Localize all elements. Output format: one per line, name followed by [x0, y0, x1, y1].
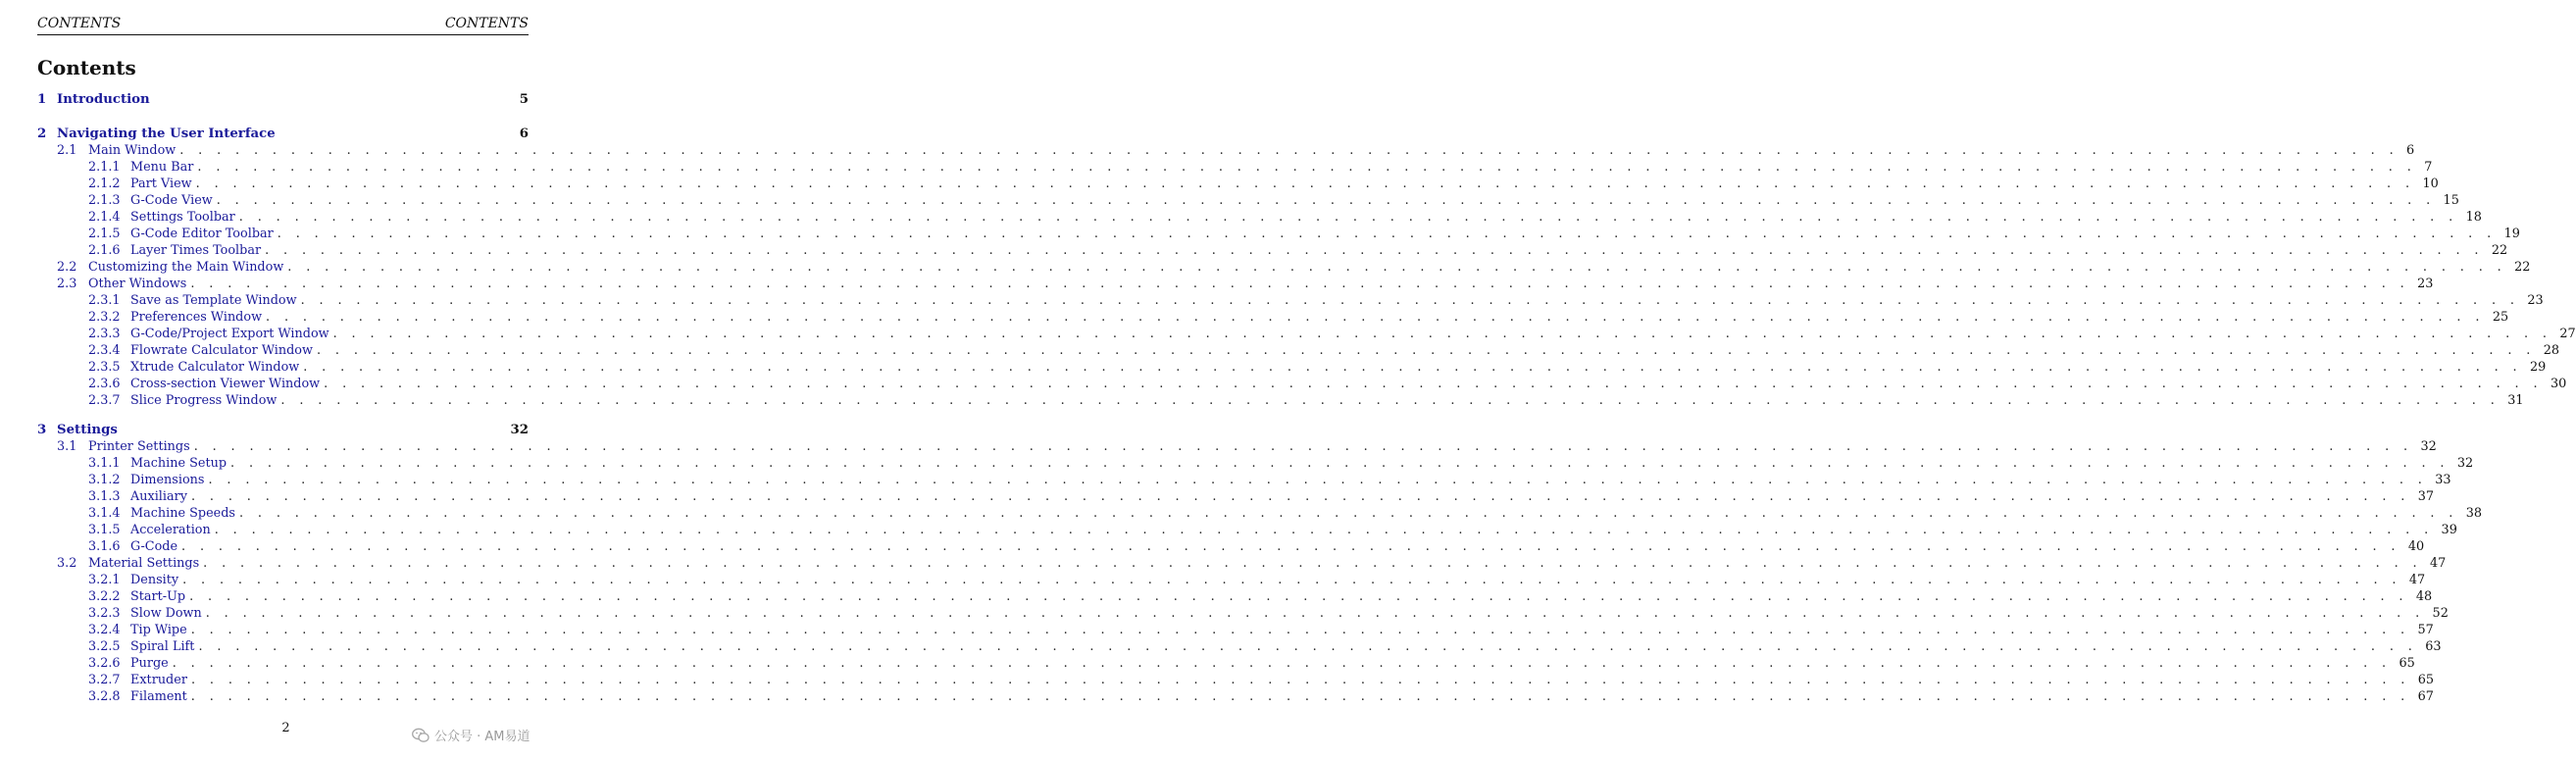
toc-entry-number: 2.3.3	[88, 327, 121, 341]
toc-subsubsection-entry[interactable]	[37, 505, 2483, 522]
toc-entry-page: 37	[2417, 489, 2435, 504]
toc-entry-title: Extruder	[130, 673, 187, 687]
toc-dot-leader: . . . . . . . . . . . . . . . . . . . . . . . . . . . . . . . . . . . . . . . . . . . . . . . . . . . . . . . . . . . . . . . . . . . . . . . . . . . . . . . . . . . . . . . . . . . . . . . . . . . . . . . . . . . . . . . . . . . . . . . .	[277, 227, 2497, 241]
toc-subsubsection-entry[interactable]	[37, 572, 2426, 588]
toc-subsubsection-entry[interactable]	[37, 605, 2449, 622]
toc-subsubsection-entry[interactable]	[37, 359, 2547, 376]
toc-entry-title: Settings	[57, 423, 118, 437]
toc-entry-page: 25	[2492, 310, 2509, 325]
toc-entry-page: 23	[2417, 277, 2434, 291]
toc-entry-page: 15	[2443, 193, 2459, 208]
toc-entry-page: 39	[2441, 523, 2457, 537]
toc-subsubsection-entry[interactable]	[37, 538, 2425, 555]
toc-entry-page: 10	[2422, 177, 2439, 191]
toc-entry-page: 6	[519, 126, 529, 141]
toc-entry-title: Introduction	[57, 92, 150, 107]
toc-entry-title: G-Code View	[130, 193, 213, 208]
toc-entry-page: 5	[519, 92, 529, 107]
toc-entry-number: 3	[37, 423, 47, 437]
toc-entry-number: 2.1.6	[88, 243, 121, 258]
page-number: 2	[281, 721, 290, 735]
toc-entry-page: 29	[2530, 360, 2547, 375]
toc-subsubsection-entry[interactable]	[37, 588, 2433, 605]
toc-entry-page: 38	[2465, 506, 2483, 521]
toc-dot-leader: . . . . . . . . . . . . . . . . . . . . . . . . . . . . . . . . . . . . . . . . . . . . . . . . . . . . . . . . . . . . . . . . . . . . . . . . . . . . . . . . . . . . . . . . . . . . . . . . . . . . . . . . . . . . . . . . . . . . . . . .	[303, 360, 2523, 375]
toc-entry-title: Save as Template Window	[130, 293, 297, 308]
toc-entry-number: 3.2.7	[88, 673, 121, 687]
toc-entry-number: 2.2	[57, 260, 77, 275]
toc-subsubsection-entry[interactable]	[37, 472, 2451, 488]
toc-entry-number: 3.2	[57, 556, 77, 571]
toc-entry-number: 2.3.1	[88, 293, 121, 308]
toc-dot-leader: . . . . . . . . . . . . . . . . . . . . . . . . . . . . . . . . . . . . . . . . . . . . . . . . . . . . . . . . . . . . . . . . . . . . . . . . . . . . . . . . . . . . . . . . . . . . . . . . . . . . . . . . . . . . . . . . . . . . . . . .	[265, 243, 2484, 258]
toc-subsubsection-entry[interactable]	[37, 192, 2459, 209]
toc-dot-leader: . . . . . . . . . . . . . . . . . . . . . . . . . . . . . . . . . . . . . . . . . . . . . . . . . . . . . . . . . . . . . . . . . . . . . . . . . . . . . . . . . . . . . . . . . . . . . . . . . . . . . . . . . . . . . . . . . . . . . . . .	[230, 456, 2450, 471]
watermark-text: 公众号 · AM易道	[434, 730, 530, 744]
toc-subsection-entry[interactable]	[37, 555, 2447, 572]
toc-subsubsection-entry[interactable]	[37, 376, 2567, 392]
toc-entry-number: 1	[37, 92, 47, 107]
toc-entry-number: 3.2.2	[88, 589, 121, 604]
toc-subsubsection-entry[interactable]	[37, 455, 2474, 472]
toc-entry-title: Part View	[130, 177, 192, 191]
toc-entry-title: Layer Times Toolbar	[130, 243, 262, 258]
toc-entry-number: 3.2.6	[88, 656, 121, 671]
toc-entry-page: 47	[2408, 573, 2426, 587]
toc-dot-leader: . . . . . . . . . . . . . . . . . . . . . . . . . . . . . . . . . . . . . . . . . . . . . . . . . . . . . . . . . . . . . . . . . . . . . . . . . . . . . . . . . . . . . . . . . . . . . . . . . . . . . . . . . . . . . . . . . . . . . . . .	[190, 689, 2410, 704]
toc-entry-number: 3.2.1	[88, 573, 121, 587]
toc-entry-number: 3.2.5	[88, 639, 121, 654]
toc-entry-title: Dimensions	[130, 473, 205, 487]
toc-subsubsection-entry[interactable]	[37, 342, 2560, 359]
watermark	[412, 726, 530, 744]
toc-entry-page: 67	[2417, 689, 2434, 704]
toc-dot-leader: . . . . . . . . . . . . . . . . . . . . . . . . . . . . . . . . . . . . . . . . . . . . . . . . . . . . . . . . . . . . . . . . . . . . . . . . . . . . . . . . . . . . . . . . . . . . . . . . . . . . . . . . . . . . . . . . . . . . . . . .	[316, 343, 2536, 358]
toc-entry-title: Acceleration	[130, 523, 211, 537]
toc-dot-leader: . . . . . . . . . . . . . . . . . . . . . . . . . . . . . . . . . . . . . . . . . . . . . . . . . . . . . . . . . . . . . . . . . . . . . . . . . . . . . . . . . . . . . . . . . . . . . . . . . . . . . . . . . . . . . . . . . . . . . . . .	[190, 623, 2410, 637]
toc-entry-number: 3.1	[57, 439, 77, 454]
toc-dot-leader: . . . . . . . . . . . . . . . . . . . . . . . . . . . . . . . . . . . . . . . . . . . . . . . . . . . . . . . . . . . . . . . . . . . . . . . . . . . . . . . . . . . . . . . . . . . . . . . . . . . . . . . . . . . . . . . . . . . . . . . .	[190, 277, 2410, 291]
running-header-right: CONTENTS	[444, 16, 529, 31]
toc-subsubsection-entry[interactable]	[37, 688, 2434, 705]
toc-subsection-entry[interactable]	[37, 142, 2415, 159]
toc-dot-leader: . . . . . . . . . . . . . . . . . . . . . . . . . . . . . . . . . . . . . . . . . . . . . . . . . . . . . . . . . . . . . . . . . . . . . . . . . . . . . . . . . . . . . . . . . . . . . . . . . . . . . . . . . . . . . . . . . . . . . . . .	[179, 143, 2399, 158]
toc-dot-leader: . . . . . . . . . . . . . . . . . . . . . . . . . . . . . . . . . . . . . . . . . . . . . . . . . . . . . . . . . . . . . . . . . . . . . . . . . . . . . . . . . . . . . . . . . . . . . . . . . . . . . . . . . . . . . . . . . . . . . . . .	[195, 177, 2415, 191]
toc-entry-number: 3.2.3	[88, 606, 121, 621]
toc-subsubsection-entry[interactable]	[37, 209, 2482, 226]
toc-entry-page: 30	[2550, 377, 2567, 391]
toc-dot-leader: . . . . . . . . . . . . . . . . . . . . . . . . . . . . . . . . . . . . . . . . . . . . . . . . . . . . . . . . . . . . . . . . . . . . . . . . . . . . . . . . . . . . . . . . . . . . . . . . . . . . . . . . . . . . . . . . . . . . . . . .	[287, 260, 2507, 275]
toc-entry-page: 6	[2406, 143, 2415, 158]
toc-entry-number: 2	[37, 126, 47, 141]
toc-entry-number: 3.1.4	[88, 506, 121, 521]
toc-entry-number: 2.1.4	[88, 210, 121, 225]
toc-dot-leader: . . . . . . . . . . . . . . . . . . . . . . . . . . . . . . . . . . . . . . . . . . . . . . . . . . . . . . . . . . . . . . . . . . . . . . . . . . . . . . . . . . . . . . . . . . . . . . . . . . . . . . . . . . . . . . . . . . . . . . . .	[182, 573, 2401, 587]
toc-entry-page: 52	[2432, 606, 2449, 621]
toc-entry-page: 32	[510, 423, 529, 437]
toc-entry-page: 28	[2543, 343, 2560, 358]
toc-entry-title: Printer Settings	[88, 439, 190, 454]
toc-dot-leader: . . . . . . . . . . . . . . . . . . . . . . . . . . . . . . . . . . . . . . . . . . . . . . . . . . . . . . . . . . . . . . . . . . . . . . . . . . . . . . . . . . . . . . . . . . . . . . . . . . . . . . . . . . . . . . . . . . . . . . . .	[189, 589, 2408, 604]
toc-entry-number: 3.1.6	[88, 539, 121, 554]
toc-entry-page: 47	[2429, 556, 2447, 571]
toc-dot-leader: . . . . . . . . . . . . . . . . . . . . . . . . . . . . . . . . . . . . . . . . . . . . . . . . . . . . . . . . . . . . . . . . . . . . . . . . . . . . . . . . . . . . . . . . . . . . . . . . . . . . . . . . . . . . . . . . . . . . . . . .	[181, 539, 2400, 554]
toc-dot-leader: . . . . . . . . . . . . . . . . . . . . . . . . . . . . . . . . . . . . . . . . . . . . . . . . . . . . . . . . . . . . . . . . . . . . . . . . . . . . . . . . . . . . . . . . . . . . . . . . . . . . . . . . . . . . . . . . . . . . . . . .	[214, 523, 2434, 537]
running-header	[37, 15, 529, 35]
toc-subsubsection-entry[interactable]	[37, 522, 2457, 538]
toc-entry-title: Main Window	[88, 143, 177, 158]
toc-entry-page: 18	[2465, 210, 2482, 225]
toc-entry-page: 32	[2456, 456, 2474, 471]
toc-dot-leader: . . . . . . . . . . . . . . . . . . . . . . . . . . . . . . . . . . . . . . . . . . . . . . . . . . . . . . . . . . . . . . . . . . . . . . . . . . . . . . . . . . . . . . . . . . . . . . . . . . . . . . . . . . . . . . . . . . . . . . . .	[216, 193, 2436, 208]
toc-dot-leader: . . . . . . . . . . . . . . . . . . . . . . . . . . . . . . . . . . . . . . . . . . . . . . . . . . . . . . . . . . . . . . . . . . . . . . . . . . . . . . . . . . . . . . . . . . . . . . . . . . . . . . . . . . . . . . . . . . . . . . . .	[190, 673, 2410, 687]
toc-subsection-entry[interactable]	[37, 276, 2434, 292]
toc-entry-title: Tip Wipe	[130, 623, 187, 637]
toc-subsection-entry[interactable]	[37, 438, 2437, 455]
page-title: Contents	[37, 56, 136, 79]
toc-entry-number: 2.1.1	[88, 160, 121, 175]
toc-entry-title: Spiral Lift	[130, 639, 195, 654]
toc-dot-leader: . . . . . . . . . . . . . . . . . . . . . . . . . . . . . . . . . . . . . . . . . . . . . . . . . . . . . . . . . . . . . . . . . . . . . . . . . . . . . . . . . . . . . . . . . . . . . . . . . . . . . . . . . . . . . . . . . . . . . . . .	[190, 489, 2410, 504]
toc-subsubsection-entry[interactable]	[37, 176, 2439, 192]
toc-entry-title: Slow Down	[130, 606, 202, 621]
toc-entry-title: Slice Progress Window	[130, 393, 278, 408]
toc-entry-number: 2.1.2	[88, 177, 121, 191]
toc-dot-leader: . . . . . . . . . . . . . . . . . . . . . . . . . . . . . . . . . . . . . . . . . . . . . . . . . . . . . . . . . . . . . . . . . . . . . . . . . . . . . . . . . . . . . . . . . . . . . . . . . . . . . . . . . . . . . . . . . . . . . . . .	[324, 377, 2543, 391]
toc-entry-page: 65	[2399, 656, 2415, 671]
toc-dot-leader: . . . . . . . . . . . . . . . . . . . . . . . . . . . . . . . . . . . . . . . . . . . . . . . . . . . . . . . . . . . . . . . . . . . . . . . . . . . . . . . . . . . . . . . . . . . . . . . . . . . . . . . . . . . . . . . . . . . . . . . .	[193, 439, 2413, 454]
toc-entry-number: 3.2.4	[88, 623, 121, 637]
toc-entry-number: 2.3	[57, 277, 77, 291]
toc-dot-leader: . . . . . . . . . . . . . . . . . . . . . . . . . . . . . . . . . . . . . . . . . . . . . . . . . . . . . . . . . . . . . . . . . . . . . . . . . . . . . . . . . . . . . . . . . . . . . . . . . . . . . . . . . . . . . . . . . . . . . . . .	[203, 556, 2422, 571]
toc-dot-leader: . . . . . . . . . . . . . . . . . . . . . . . . . . . . . . . . . . . . . . . . . . . . . . . . . . . . . . . . . . . . . . . . . . . . . . . . . . . . . . . . . . . . . . . . . . . . . . . . . . . . . . . . . . . . . . . . . . . . . . . .	[172, 656, 2392, 671]
toc-subsubsection-entry[interactable]	[37, 392, 2524, 409]
toc-dot-leader: . . . . . . . . . . . . . . . . . . . . . . . . . . . . . . . . . . . . . . . . . . . . . . . . . . . . . . . . . . . . . . . . . . . . . . . . . . . . . . . . . . . . . . . . . . . . . . . . . . . . . . . . . . . . . . . . . . . . . . . .	[198, 639, 2418, 654]
toc-entry-page: 27	[2559, 327, 2576, 341]
toc-entry-page: 33	[2435, 473, 2451, 487]
toc-subsubsection-entry[interactable]	[37, 159, 2433, 176]
toc-dot-leader: . . . . . . . . . . . . . . . . . . . . . . . . . . . . . . . . . . . . . . . . . . . . . . . . . . . . . . . . . . . . . . . . . . . . . . . . . . . . . . . . . . . . . . . . . . . . . . . . . . . . . . . . . . . . . . . . . . . . . . . .	[280, 393, 2500, 408]
toc-entry-page: 57	[2417, 623, 2434, 637]
toc-entry-title: Other Windows	[88, 277, 187, 291]
toc-entry-page: 65	[2417, 673, 2435, 687]
toc-entry-number: 3.1.2	[88, 473, 121, 487]
toc-entry-title: Purge	[130, 656, 169, 671]
toc-entry-number: 3.2.8	[88, 689, 121, 704]
toc-subsubsection-entry[interactable]	[37, 655, 2415, 672]
toc-entry-page: 31	[2507, 393, 2524, 408]
toc-entry-number: 2.3.4	[88, 343, 121, 358]
toc-subsubsection-entry[interactable]	[37, 672, 2435, 688]
toc-entry-number: 3.1.1	[88, 456, 121, 471]
toc-subsubsection-entry[interactable]	[37, 622, 2434, 638]
toc-subsubsection-entry[interactable]	[37, 638, 2442, 655]
toc-entry-page: 63	[2425, 639, 2442, 654]
toc-subsubsection-entry[interactable]	[37, 309, 2509, 326]
toc-entry-page: 23	[2527, 293, 2544, 308]
toc-subsubsection-entry[interactable]	[37, 226, 2520, 242]
toc-section-entry[interactable]	[37, 422, 529, 438]
toc-dot-leader: . . . . . . . . . . . . . . . . . . . . . . . . . . . . . . . . . . . . . . . . . . . . . . . . . . . . . . . . . . . . . . . . . . . . . . . . . . . . . . . . . . . . . . . . . . . . . . . . . . . . . . . . . . . . . . . . . . . . . . . .	[197, 160, 2417, 175]
toc-entry-title: Cross-section Viewer Window	[130, 377, 321, 391]
toc-entry-title: G-Code/Project Export Window	[130, 327, 329, 341]
toc-entry-page: 7	[2424, 160, 2433, 175]
toc-entry-title: Preferences Window	[130, 310, 263, 325]
toc-entry-page: 19	[2503, 227, 2520, 241]
toc-entry-page: 40	[2407, 539, 2425, 554]
toc-section-entry[interactable]	[37, 126, 529, 142]
toc-entry-title: Density	[130, 573, 179, 587]
toc-entry-page: 32	[2420, 439, 2437, 454]
toc-entry-number: 3.1.5	[88, 523, 121, 537]
toc-entry-title: G-Code Editor Toolbar	[130, 227, 274, 241]
toc-entry-title: Material Settings	[88, 556, 200, 571]
toc-entry-number: 2.1	[57, 143, 77, 158]
toc-entry-title: Menu Bar	[130, 160, 194, 175]
toc-entry-title: Filament	[130, 689, 187, 704]
toc-subsubsection-entry[interactable]	[37, 292, 2544, 309]
toc-entry-title: Customizing the Main Window	[88, 260, 284, 275]
toc-entry-title: Machine Setup	[130, 456, 227, 471]
toc-entry-title: Auxiliary	[130, 489, 187, 504]
toc-entry-title: G-Code	[130, 539, 178, 554]
toc-entry-title: Xtrude Calculator Window	[130, 360, 300, 375]
toc-entry-number: 2.1.3	[88, 193, 121, 208]
toc-dot-leader: . . . . . . . . . . . . . . . . . . . . . . . . . . . . . . . . . . . . . . . . . . . . . . . . . . . . . . . . . . . . . . . . . . . . . . . . . . . . . . . . . . . . . . . . . . . . . . . . . . . . . . . . . . . . . . . . . . . . . . . .	[266, 310, 2485, 325]
toc-entry-title: Start-Up	[130, 589, 186, 604]
toc-dot-leader: . . . . . . . . . . . . . . . . . . . . . . . . . . . . . . . . . . . . . . . . . . . . . . . . . . . . . . . . . . . . . . . . . . . . . . . . . . . . . . . . . . . . . . . . . . . . . . . . . . . . . . . . . . . . . . . . . . . . . . . .	[238, 210, 2458, 225]
toc-entry-title: Machine Speeds	[130, 506, 235, 521]
toc-entry-title: Navigating the User Interface	[57, 126, 276, 141]
toc-dot-leader: . . . . . . . . . . . . . . . . . . . . . . . . . . . . . . . . . . . . . . . . . . . . . . . . . . . . . . . . . . . . . . . . . . . . . . . . . . . . . . . . . . . . . . . . . . . . . . . . . . . . . . . . . . . . . . . . . . . . . . . .	[208, 473, 2428, 487]
toc-entry-number: 2.3.5	[88, 360, 121, 375]
toc-subsubsection-entry[interactable]	[37, 326, 2576, 342]
toc-dot-leader: . . . . . . . . . . . . . . . . . . . . . . . . . . . . . . . . . . . . . . . . . . . . . . . . . . . . . . . . . . . . . . . . . . . . . . . . . . . . . . . . . . . . . . . . . . . . . . . . . . . . . . . . . . . . . . . . . . . . . . . .	[238, 506, 2458, 521]
toc-entry-title: Flowrate Calculator Window	[130, 343, 313, 358]
toc-entry-number: 2.3.6	[88, 377, 121, 391]
toc-section-entry[interactable]	[37, 91, 529, 108]
running-header-left: CONTENTS	[37, 16, 122, 31]
toc-dot-leader: . . . . . . . . . . . . . . . . . . . . . . . . . . . . . . . . . . . . . . . . . . . . . . . . . . . . . . . . . . . . . . . . . . . . . . . . . . . . . . . . . . . . . . . . . . . . . . . . . . . . . . . . . . . . . . . . . . . . . . . .	[205, 606, 2425, 621]
toc-dot-leader: . . . . . . . . . . . . . . . . . . . . . . . . . . . . . . . . . . . . . . . . . . . . . . . . . . . . . . . . . . . . . . . . . . . . . . . . . . . . . . . . . . . . . . . . . . . . . . . . . . . . . . . . . . . . . . . . . . . . . . . .	[300, 293, 2520, 308]
toc-subsubsection-entry[interactable]	[37, 242, 2508, 259]
toc-entry-page: 22	[2514, 260, 2531, 275]
toc-entry-number: 2.3.2	[88, 310, 121, 325]
toc-entry-number: 2.1.5	[88, 227, 121, 241]
toc-entry-title: Settings Toolbar	[130, 210, 235, 225]
toc-entry-page: 48	[2415, 589, 2433, 604]
toc-subsubsection-entry[interactable]	[37, 488, 2435, 505]
wechat-icon	[412, 728, 429, 743]
toc-entry-number: 3.1.3	[88, 489, 121, 504]
toc-entry-number: 2.3.7	[88, 393, 121, 408]
toc-entry-page: 22	[2491, 243, 2508, 258]
toc-dot-leader: . . . . . . . . . . . . . . . . . . . . . . . . . . . . . . . . . . . . . . . . . . . . . . . . . . . . . . . . . . . . . . . . . . . . . . . . . . . . . . . . . . . . . . . . . . . . . . . . . . . . . . . . . . . . . . . . . . . . . . . .	[332, 327, 2552, 341]
toc-subsection-entry[interactable]	[37, 259, 2531, 276]
